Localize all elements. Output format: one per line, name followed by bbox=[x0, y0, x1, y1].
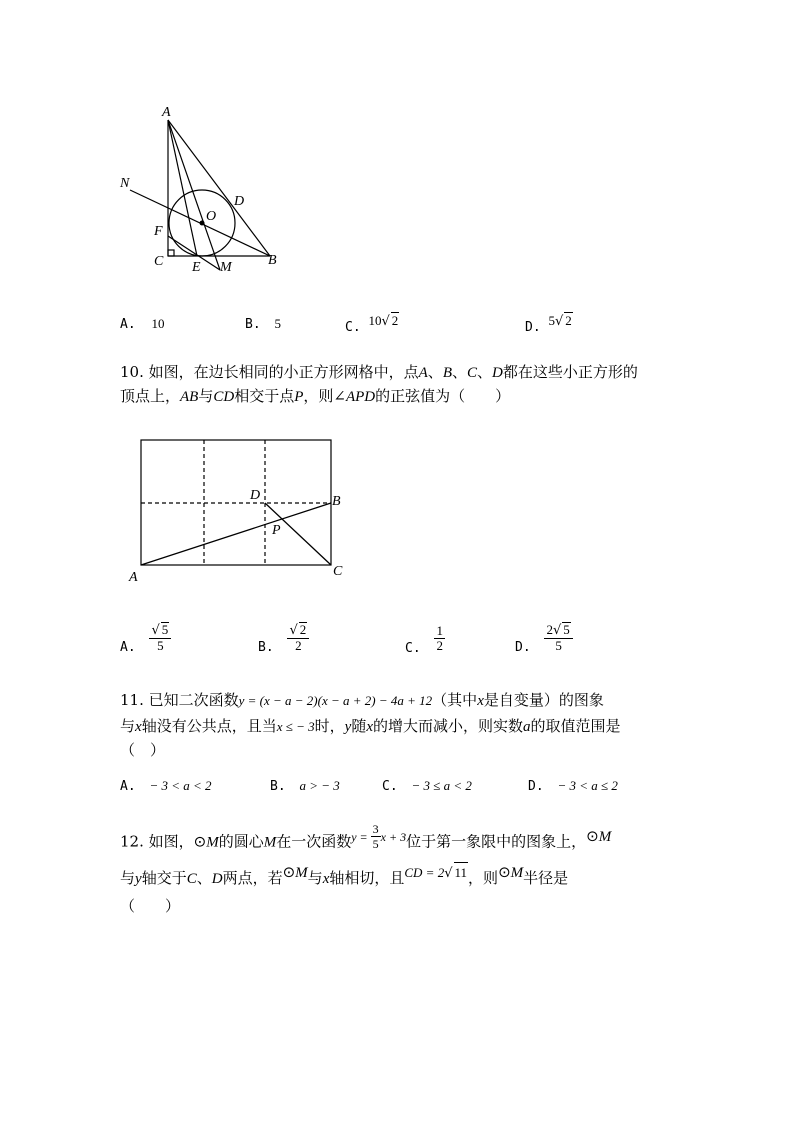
q11-option-b[interactable]: B. a > − 3 bbox=[270, 778, 340, 794]
segment-AB bbox=[141, 503, 331, 565]
q10-option-c[interactable]: C. $\frac{1}{2}$ bbox=[405, 623, 443, 656]
sqrt-sign: √ bbox=[444, 866, 453, 881]
sqrt-sign: √ bbox=[552, 623, 562, 638]
right-angle-marker bbox=[168, 250, 174, 256]
segment-AE bbox=[168, 120, 197, 256]
q10-option-d[interactable]: D. $\frac{2√ 5}{5}$ bbox=[515, 622, 573, 653]
q12-line-3: （ ） bbox=[120, 897, 181, 915]
label-D: D bbox=[250, 488, 261, 503]
q11-option-a[interactable]: A. − 3 < a < 2 bbox=[120, 778, 212, 794]
label-F: F bbox=[154, 224, 163, 239]
q11-line-1: 11. 已知二次函数y = (x − a − 2)(x − a + 2) − 4a + 12（其中x是自变量）的图象 bbox=[120, 691, 604, 709]
label-D: D bbox=[234, 194, 245, 209]
label-M: M bbox=[220, 260, 232, 275]
center-point-O bbox=[200, 221, 205, 226]
q9-option-b[interactable]: B. 5 bbox=[245, 316, 281, 332]
label-C: C bbox=[333, 564, 343, 579]
sqrt-sign: √ bbox=[289, 623, 298, 638]
label-A: A bbox=[162, 105, 171, 120]
label-N: N bbox=[120, 176, 130, 191]
q10-option-a[interactable]: A. $\frac{√ 5}{5}$ bbox=[120, 622, 171, 653]
label-C: C bbox=[154, 254, 164, 269]
q9-option-c[interactable]: C. 10√ 2 bbox=[345, 313, 399, 335]
sqrt-sign: √ bbox=[554, 314, 564, 329]
label-B: B bbox=[332, 494, 341, 509]
q11-line-3: （ ） bbox=[120, 741, 166, 759]
label-O: O bbox=[206, 209, 217, 224]
label-E: E bbox=[192, 260, 201, 275]
q12-line-1: 12. 如图，⊙M的圆心M在一次函数$^{y =}$ $\frac{3}{5}$ $^{x + 3}$位于第一象限中的图象上，⊙M bbox=[120, 822, 612, 851]
figure-triangle-circle bbox=[110, 98, 290, 278]
segment-AB bbox=[168, 120, 270, 256]
q11-option-d[interactable]: D. − 3 < a ≤ 2 bbox=[528, 778, 618, 794]
q10-line-2: 顶点上，AB与CD相交于点P，则∠APD的正弦值为（ ） bbox=[120, 387, 511, 405]
q11-option-c[interactable]: C. − 3 ≤ a < 2 bbox=[382, 778, 472, 794]
q11-line-2: 与x轴没有公共点，且当x ≤ − 3时，y随x的增大而减小，则实数a的取值范围是 bbox=[120, 717, 621, 735]
q10-option-b[interactable]: B. $\frac{√ 2}{2}$ bbox=[258, 622, 309, 653]
circle-odot-symbol: ⊙ bbox=[193, 832, 207, 851]
figure-grid bbox=[125, 430, 355, 585]
sqrt-sign: √ bbox=[381, 314, 390, 329]
q9-option-a[interactable]: A. 10 bbox=[120, 316, 165, 332]
circle-odot-symbol: ⊙ bbox=[282, 863, 296, 881]
circle-odot-symbol: ⊙ bbox=[586, 826, 599, 845]
label-A: A bbox=[129, 570, 138, 585]
q10-line-1: 10. 如图，在边长相同的小正方形网格中，点A、B、C、D都在这些小正方形的 bbox=[120, 363, 638, 381]
q9-option-d[interactable]: D. 5√ 2 bbox=[525, 313, 572, 335]
label-P: P bbox=[272, 523, 281, 538]
sqrt-sign: √ bbox=[151, 623, 160, 638]
circle-odot-symbol: ⊙ bbox=[498, 863, 511, 881]
label-B: B bbox=[268, 253, 277, 268]
segment-AM bbox=[168, 120, 220, 270]
q12-line-2: 与y轴交于C、D两点，若⊙M与x轴相切，且CD = 2√ 11，则⊙M半径是 bbox=[120, 863, 569, 887]
